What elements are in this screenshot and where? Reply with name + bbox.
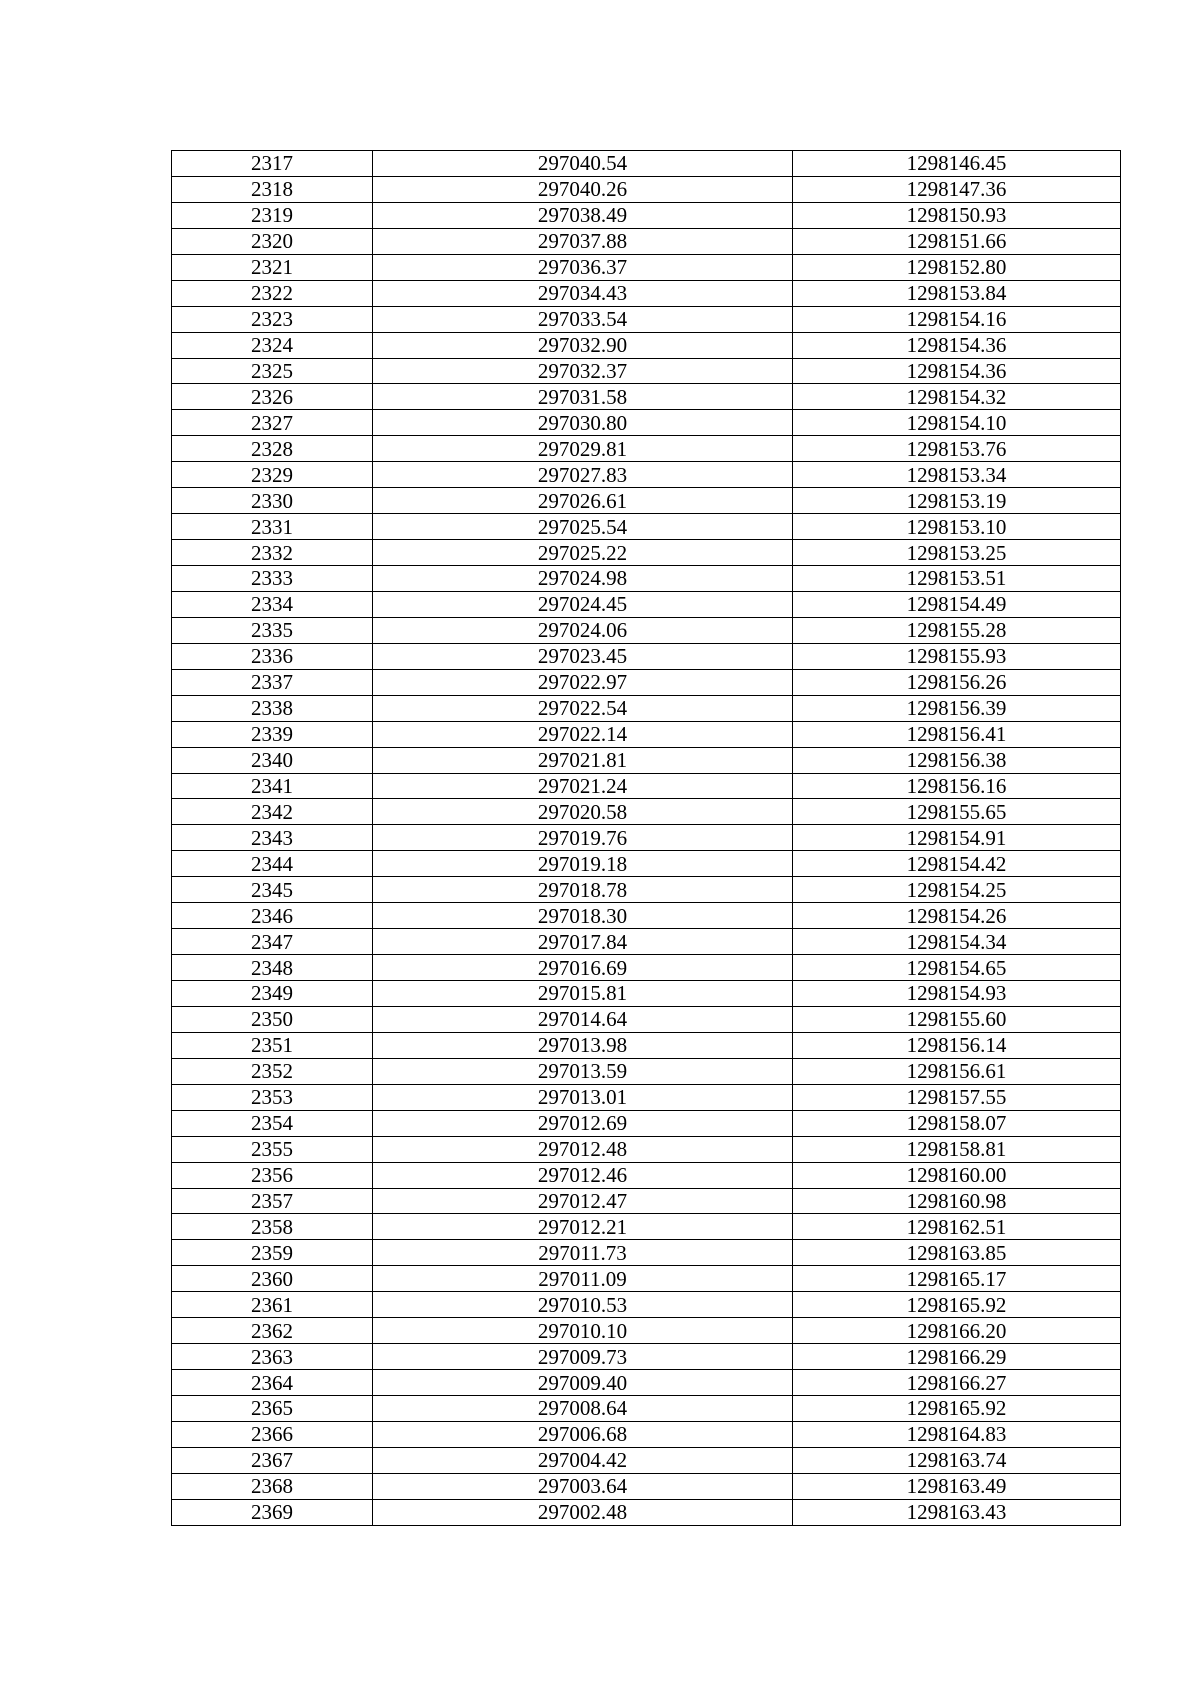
y-coordinate-cell: 1298158.81 <box>793 1136 1121 1162</box>
table-row <box>172 643 1121 669</box>
table-row <box>172 332 1121 358</box>
table-row <box>172 384 1121 410</box>
point-number-cell: 2326 <box>172 384 373 410</box>
y-coordinate-cell: 1298150.93 <box>793 202 1121 228</box>
point-number-cell: 2349 <box>172 981 373 1007</box>
table-row <box>172 306 1121 332</box>
x-coordinate-cell: 297018.30 <box>373 903 793 929</box>
x-coordinate-cell: 297010.10 <box>373 1318 793 1344</box>
table-row <box>172 799 1121 825</box>
point-number-cell: 2318 <box>172 176 373 202</box>
point-number-cell: 2330 <box>172 488 373 514</box>
table-row <box>172 1032 1121 1058</box>
x-coordinate-cell: 297008.64 <box>373 1396 793 1422</box>
y-coordinate-cell: 1298162.51 <box>793 1214 1121 1240</box>
point-number-cell: 2324 <box>172 332 373 358</box>
table-row <box>172 566 1121 592</box>
point-number-cell: 2341 <box>172 773 373 799</box>
x-coordinate-cell: 297022.54 <box>373 695 793 721</box>
table-row <box>172 1240 1121 1266</box>
y-coordinate-cell: 1298151.66 <box>793 228 1121 254</box>
y-coordinate-cell: 1298155.93 <box>793 643 1121 669</box>
table-row <box>172 1318 1121 1344</box>
table-row <box>172 151 1121 177</box>
y-coordinate-cell: 1298163.43 <box>793 1499 1121 1525</box>
table-row <box>172 591 1121 617</box>
table-row <box>172 176 1121 202</box>
x-coordinate-cell: 297012.46 <box>373 1162 793 1188</box>
y-coordinate-cell: 1298160.00 <box>793 1162 1121 1188</box>
y-coordinate-cell: 1298156.39 <box>793 695 1121 721</box>
table-row <box>172 280 1121 306</box>
x-coordinate-cell: 297020.58 <box>373 799 793 825</box>
y-coordinate-cell: 1298156.26 <box>793 669 1121 695</box>
y-coordinate-cell: 1298156.61 <box>793 1058 1121 1084</box>
x-coordinate-cell: 297032.37 <box>373 358 793 384</box>
y-coordinate-cell: 1298153.10 <box>793 514 1121 540</box>
point-number-cell: 2358 <box>172 1214 373 1240</box>
point-number-cell: 2344 <box>172 851 373 877</box>
x-coordinate-cell: 297012.21 <box>373 1214 793 1240</box>
y-coordinate-cell: 1298147.36 <box>793 176 1121 202</box>
y-coordinate-cell: 1298156.14 <box>793 1032 1121 1058</box>
y-coordinate-cell: 1298165.92 <box>793 1396 1121 1422</box>
table-row <box>172 1006 1121 1032</box>
table-row <box>172 877 1121 903</box>
table-row <box>172 228 1121 254</box>
point-number-cell: 2333 <box>172 566 373 592</box>
y-coordinate-cell: 1298154.91 <box>793 825 1121 851</box>
point-number-cell: 2331 <box>172 514 373 540</box>
y-coordinate-cell: 1298166.29 <box>793 1344 1121 1370</box>
y-coordinate-cell: 1298154.32 <box>793 384 1121 410</box>
point-number-cell: 2317 <box>172 151 373 177</box>
y-coordinate-cell: 1298164.83 <box>793 1421 1121 1447</box>
point-number-cell: 2332 <box>172 540 373 566</box>
coordinate-table <box>171 150 1121 1526</box>
y-coordinate-cell: 1298157.55 <box>793 1084 1121 1110</box>
x-coordinate-cell: 297034.43 <box>373 280 793 306</box>
x-coordinate-cell: 297022.97 <box>373 669 793 695</box>
x-coordinate-cell: 297019.18 <box>373 851 793 877</box>
table-row <box>172 540 1121 566</box>
y-coordinate-cell: 1298154.36 <box>793 358 1121 384</box>
x-coordinate-cell: 297016.69 <box>373 955 793 981</box>
table-row <box>172 669 1121 695</box>
table-row <box>172 1370 1121 1396</box>
x-coordinate-cell: 297023.45 <box>373 643 793 669</box>
point-number-cell: 2342 <box>172 799 373 825</box>
point-number-cell: 2343 <box>172 825 373 851</box>
x-coordinate-cell: 297017.84 <box>373 929 793 955</box>
table-row <box>172 851 1121 877</box>
table-row <box>172 1396 1121 1422</box>
y-coordinate-cell: 1298154.26 <box>793 903 1121 929</box>
table-row <box>172 747 1121 773</box>
table-row <box>172 1292 1121 1318</box>
x-coordinate-cell: 297010.53 <box>373 1292 793 1318</box>
y-coordinate-cell: 1298166.20 <box>793 1318 1121 1344</box>
table-row <box>172 488 1121 514</box>
x-coordinate-cell: 297019.76 <box>373 825 793 851</box>
y-coordinate-cell: 1298153.84 <box>793 280 1121 306</box>
point-number-cell: 2356 <box>172 1162 373 1188</box>
point-number-cell: 2369 <box>172 1499 373 1525</box>
table-row <box>172 825 1121 851</box>
table-row <box>172 462 1121 488</box>
point-number-cell: 2361 <box>172 1292 373 1318</box>
point-number-cell: 2368 <box>172 1473 373 1499</box>
x-coordinate-cell: 297013.98 <box>373 1032 793 1058</box>
point-number-cell: 2352 <box>172 1058 373 1084</box>
point-number-cell: 2360 <box>172 1266 373 1292</box>
x-coordinate-cell: 297026.61 <box>373 488 793 514</box>
y-coordinate-cell: 1298165.92 <box>793 1292 1121 1318</box>
x-coordinate-cell: 297030.80 <box>373 410 793 436</box>
table-row <box>172 1447 1121 1473</box>
x-coordinate-cell: 297021.81 <box>373 747 793 773</box>
point-number-cell: 2350 <box>172 1006 373 1032</box>
table-row <box>172 1084 1121 1110</box>
y-coordinate-cell: 1298154.42 <box>793 851 1121 877</box>
x-coordinate-cell: 297025.22 <box>373 540 793 566</box>
point-number-cell: 2355 <box>172 1136 373 1162</box>
x-coordinate-cell: 297018.78 <box>373 877 793 903</box>
table-row <box>172 410 1121 436</box>
table-row <box>172 773 1121 799</box>
y-coordinate-cell: 1298154.65 <box>793 955 1121 981</box>
y-coordinate-cell: 1298146.45 <box>793 151 1121 177</box>
x-coordinate-cell: 297040.26 <box>373 176 793 202</box>
table-row <box>172 903 1121 929</box>
table-row <box>172 617 1121 643</box>
y-coordinate-cell: 1298153.51 <box>793 566 1121 592</box>
y-coordinate-cell: 1298153.34 <box>793 462 1121 488</box>
point-number-cell: 2321 <box>172 254 373 280</box>
y-coordinate-cell: 1298154.10 <box>793 410 1121 436</box>
table-row <box>172 1188 1121 1214</box>
point-number-cell: 2347 <box>172 929 373 955</box>
table-row <box>172 955 1121 981</box>
x-coordinate-cell: 297024.98 <box>373 566 793 592</box>
x-coordinate-cell: 297014.64 <box>373 1006 793 1032</box>
x-coordinate-cell: 297013.01 <box>373 1084 793 1110</box>
x-coordinate-cell: 297029.81 <box>373 436 793 462</box>
y-coordinate-cell: 1298156.41 <box>793 721 1121 747</box>
y-coordinate-cell: 1298153.19 <box>793 488 1121 514</box>
y-coordinate-cell: 1298155.60 <box>793 1006 1121 1032</box>
y-coordinate-cell: 1298163.49 <box>793 1473 1121 1499</box>
y-coordinate-cell: 1298153.76 <box>793 436 1121 462</box>
table-row <box>172 721 1121 747</box>
table-row <box>172 1110 1121 1136</box>
point-number-cell: 2320 <box>172 228 373 254</box>
point-number-cell: 2365 <box>172 1396 373 1422</box>
point-number-cell: 2335 <box>172 617 373 643</box>
point-number-cell: 2323 <box>172 306 373 332</box>
x-coordinate-cell: 297009.40 <box>373 1370 793 1396</box>
x-coordinate-cell: 297036.37 <box>373 254 793 280</box>
x-coordinate-cell: 297012.48 <box>373 1136 793 1162</box>
y-coordinate-cell: 1298154.16 <box>793 306 1121 332</box>
point-number-cell: 2337 <box>172 669 373 695</box>
x-coordinate-cell: 297004.42 <box>373 1447 793 1473</box>
y-coordinate-cell: 1298158.07 <box>793 1110 1121 1136</box>
x-coordinate-cell: 297011.09 <box>373 1266 793 1292</box>
point-number-cell: 2334 <box>172 591 373 617</box>
x-coordinate-cell: 297024.45 <box>373 591 793 617</box>
point-number-cell: 2353 <box>172 1084 373 1110</box>
table-row <box>172 436 1121 462</box>
point-number-cell: 2364 <box>172 1370 373 1396</box>
x-coordinate-cell: 297037.88 <box>373 228 793 254</box>
point-number-cell: 2340 <box>172 747 373 773</box>
y-coordinate-cell: 1298154.36 <box>793 332 1121 358</box>
y-coordinate-cell: 1298154.93 <box>793 981 1121 1007</box>
x-coordinate-cell: 297015.81 <box>373 981 793 1007</box>
y-coordinate-cell: 1298165.17 <box>793 1266 1121 1292</box>
y-coordinate-cell: 1298154.25 <box>793 877 1121 903</box>
y-coordinate-cell: 1298163.85 <box>793 1240 1121 1266</box>
point-number-cell: 2319 <box>172 202 373 228</box>
x-coordinate-cell: 297012.47 <box>373 1188 793 1214</box>
y-coordinate-cell: 1298156.38 <box>793 747 1121 773</box>
table-row <box>172 1421 1121 1447</box>
table-row <box>172 202 1121 228</box>
point-number-cell: 2325 <box>172 358 373 384</box>
x-coordinate-cell: 297040.54 <box>373 151 793 177</box>
point-number-cell: 2336 <box>172 643 373 669</box>
point-number-cell: 2359 <box>172 1240 373 1266</box>
x-coordinate-cell: 297038.49 <box>373 202 793 228</box>
table-row <box>172 1344 1121 1370</box>
x-coordinate-cell: 297024.06 <box>373 617 793 643</box>
point-number-cell: 2354 <box>172 1110 373 1136</box>
x-coordinate-cell: 297022.14 <box>373 721 793 747</box>
point-number-cell: 2363 <box>172 1344 373 1370</box>
x-coordinate-cell: 297032.90 <box>373 332 793 358</box>
x-coordinate-cell: 297003.64 <box>373 1473 793 1499</box>
y-coordinate-cell: 1298166.27 <box>793 1370 1121 1396</box>
x-coordinate-cell: 297027.83 <box>373 462 793 488</box>
point-number-cell: 2338 <box>172 695 373 721</box>
table-row <box>172 1136 1121 1162</box>
x-coordinate-cell: 297011.73 <box>373 1240 793 1266</box>
table-row <box>172 358 1121 384</box>
x-coordinate-cell: 297002.48 <box>373 1499 793 1525</box>
y-coordinate-cell: 1298155.28 <box>793 617 1121 643</box>
x-coordinate-cell: 297021.24 <box>373 773 793 799</box>
y-coordinate-cell: 1298152.80 <box>793 254 1121 280</box>
point-number-cell: 2327 <box>172 410 373 436</box>
table-row <box>172 1214 1121 1240</box>
table-row <box>172 1162 1121 1188</box>
table-row <box>172 929 1121 955</box>
y-coordinate-cell: 1298155.65 <box>793 799 1121 825</box>
point-number-cell: 2345 <box>172 877 373 903</box>
point-number-cell: 2348 <box>172 955 373 981</box>
y-coordinate-cell: 1298163.74 <box>793 1447 1121 1473</box>
x-coordinate-cell: 297025.54 <box>373 514 793 540</box>
point-number-cell: 2351 <box>172 1032 373 1058</box>
y-coordinate-cell: 1298160.98 <box>793 1188 1121 1214</box>
point-number-cell: 2367 <box>172 1447 373 1473</box>
x-coordinate-cell: 297012.69 <box>373 1110 793 1136</box>
x-coordinate-cell: 297006.68 <box>373 1421 793 1447</box>
table-row <box>172 695 1121 721</box>
point-number-cell: 2322 <box>172 280 373 306</box>
table-row <box>172 254 1121 280</box>
table-row <box>172 1499 1121 1525</box>
coordinate-table-body <box>172 151 1121 1526</box>
x-coordinate-cell: 297031.58 <box>373 384 793 410</box>
point-number-cell: 2329 <box>172 462 373 488</box>
x-coordinate-cell: 297033.54 <box>373 306 793 332</box>
y-coordinate-cell: 1298154.49 <box>793 591 1121 617</box>
x-coordinate-cell: 297013.59 <box>373 1058 793 1084</box>
table-row <box>172 1473 1121 1499</box>
table-row <box>172 1266 1121 1292</box>
point-number-cell: 2357 <box>172 1188 373 1214</box>
point-number-cell: 2339 <box>172 721 373 747</box>
point-number-cell: 2362 <box>172 1318 373 1344</box>
point-number-cell: 2328 <box>172 436 373 462</box>
table-row <box>172 981 1121 1007</box>
point-number-cell: 2366 <box>172 1421 373 1447</box>
y-coordinate-cell: 1298153.25 <box>793 540 1121 566</box>
point-number-cell: 2346 <box>172 903 373 929</box>
y-coordinate-cell: 1298156.16 <box>793 773 1121 799</box>
table-row <box>172 1058 1121 1084</box>
x-coordinate-cell: 297009.73 <box>373 1344 793 1370</box>
table-row <box>172 514 1121 540</box>
y-coordinate-cell: 1298154.34 <box>793 929 1121 955</box>
